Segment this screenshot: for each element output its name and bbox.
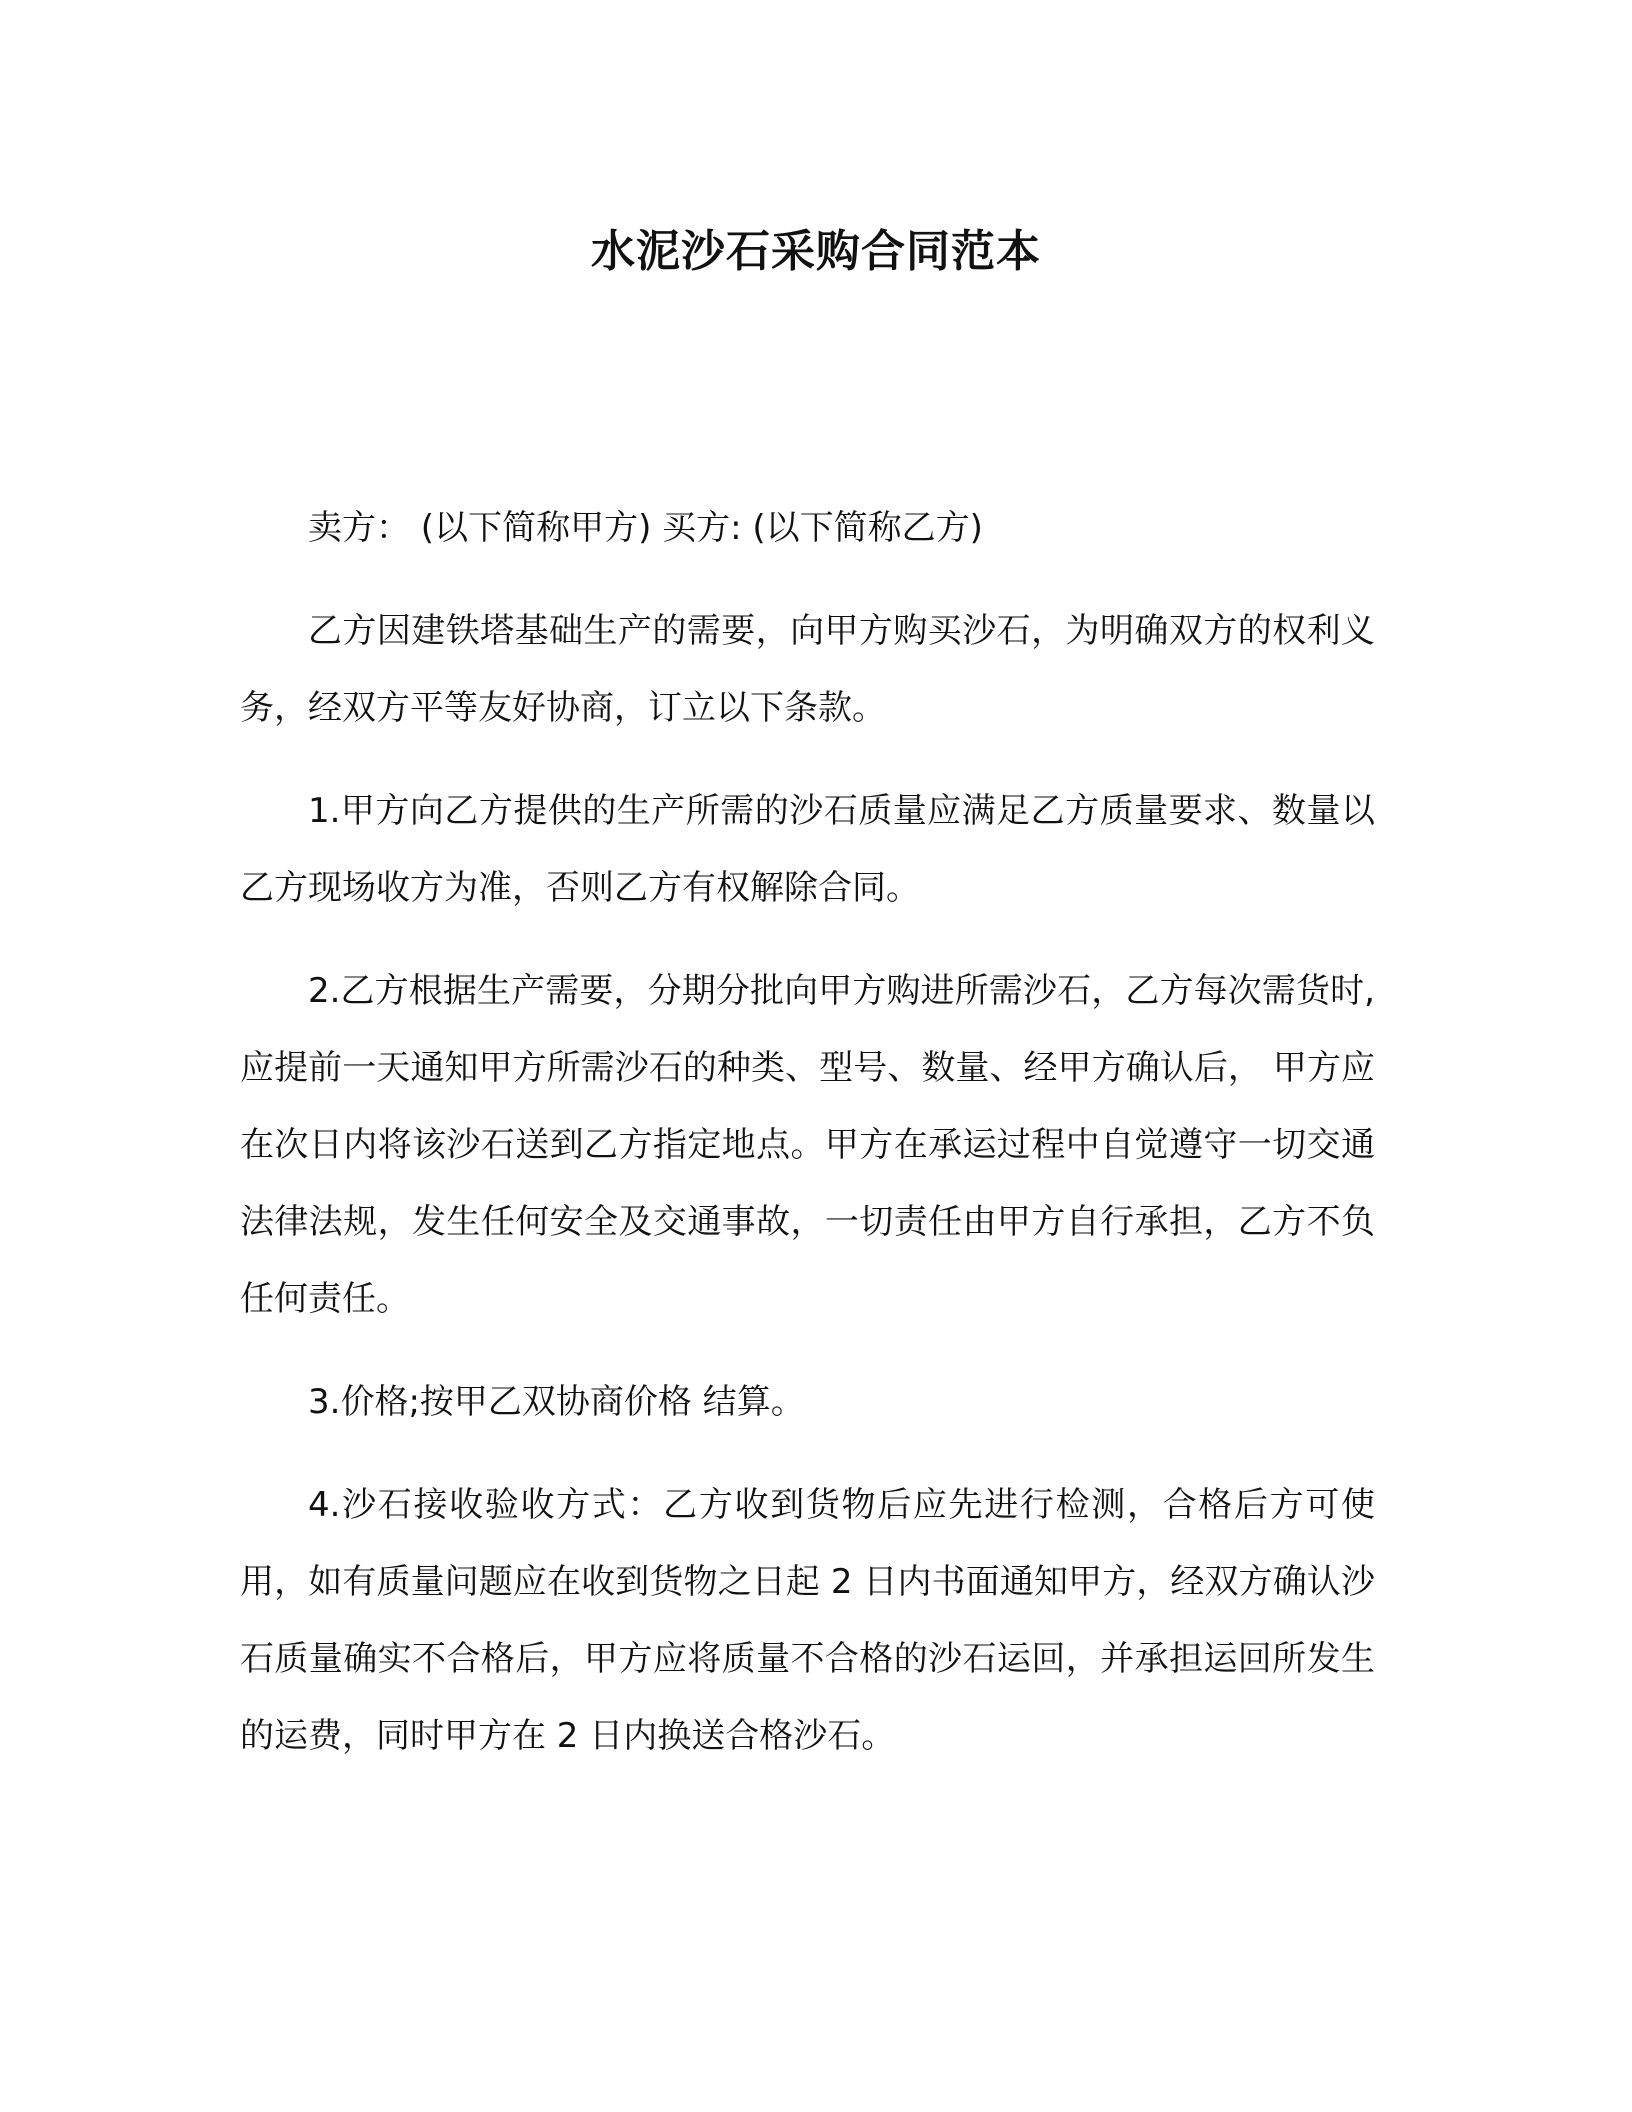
preamble-paragraph: 乙方因建铁塔基础生产的需要，向甲方购买沙石，为明确双方的权利义务，经双方平等友好协商，订立以下条款。 [240,611,1375,728]
parties-paragraph: 卖方： (以下简称甲方) 买方: (以下简称乙方) [308,508,983,548]
document-body [240,490,1375,1801]
clause-4-paragraph: 4.沙石接收验收方式：乙方收到货物后应先进行检测，合格后方可使用，如有质量问题应在收到货物之日起 2 日内书面通知甲方，经双方确认沙石质量确实不合格后，甲方应将质量不合格的沙石运回，并承担运回所发生的运费，同时甲方在 2 日内换送合格沙石。 [240,1485,1375,1756]
clause-2-paragraph: 2.乙方根据生产需要，分期分批向甲方购进所需沙石，乙方每次需货时,应提前一天通知甲方所需沙石的种类、型号、数量、经甲方确认后， 甲方应在次日内将该沙石送到乙方指定地点。甲方在承运过程中自觉遵守一切交通法律法规，发生任何安全及交通事故，一切责任由甲方自行承担，乙方不负任何责任。 [240,971,1375,1319]
clause-1-paragraph: 1.甲方向乙方提供的生产所需的沙石质量应满足乙方质量要求、数量以乙方现场收方为准，否则乙方有权解除合同。 [240,791,1375,908]
document-title: 水泥沙石采购合同范本 [591,226,1041,277]
clause-3-paragraph: 3.价格;按甲乙双协商价格 结算。 [308,1382,805,1422]
